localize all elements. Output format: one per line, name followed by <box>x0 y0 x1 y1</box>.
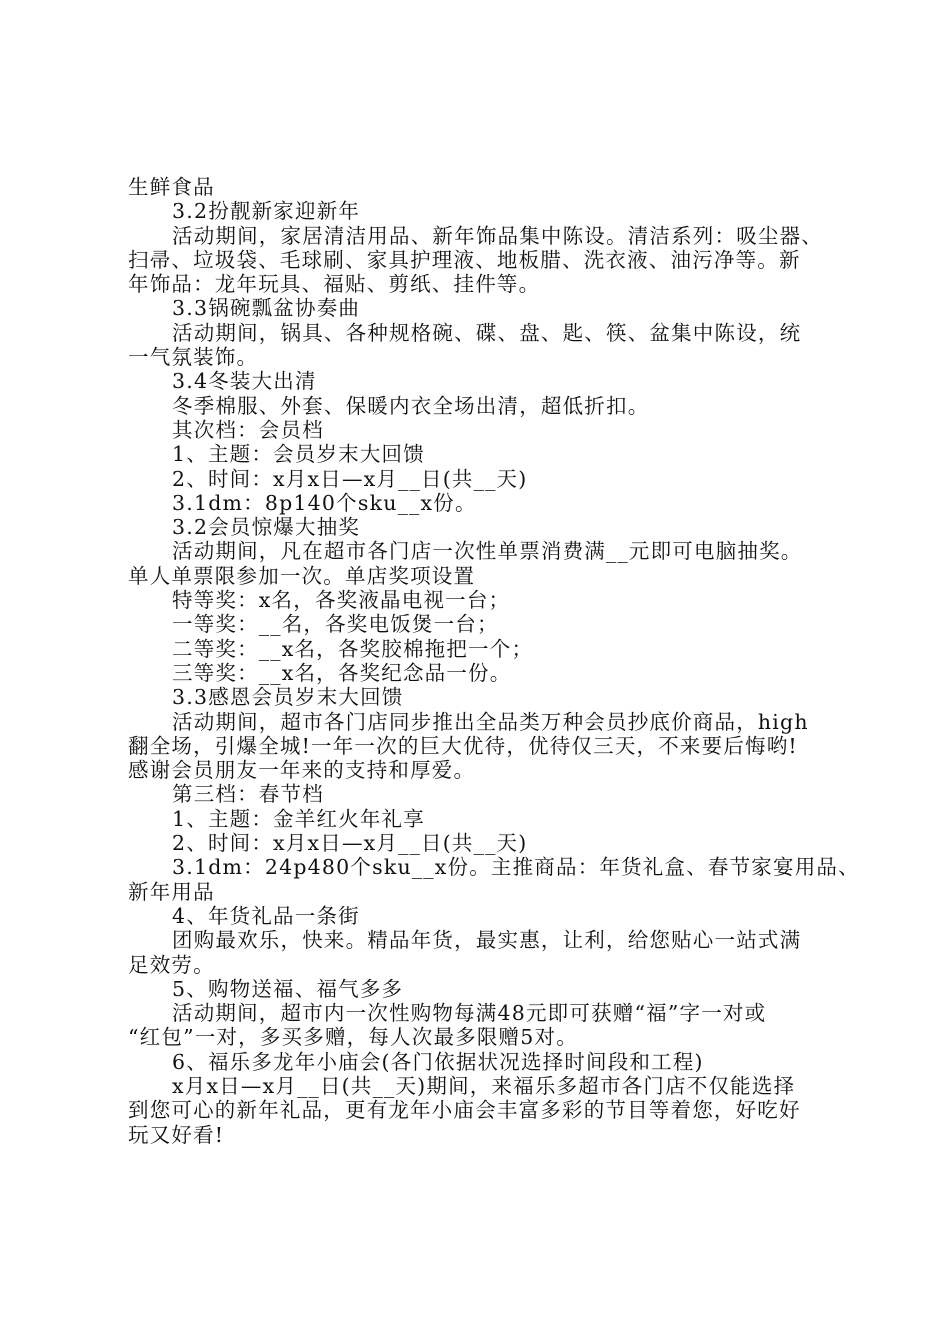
text-line: 活动期间，超市内一次性购物每满48元即可获赠“福”字一对或 <box>172 1001 767 1026</box>
text-line: 到您可心的新年礼品，更有龙年小庙会丰富多彩的节目等着您，好吃好 <box>128 1098 801 1123</box>
text-line: 三等奖：__x名，各奖纪念品一份。 <box>172 660 512 685</box>
text-line: 3.3感恩会员岁末大回馈 <box>172 685 404 710</box>
text-line: 其次档：会员档 <box>172 417 324 442</box>
document-body <box>128 175 860 1147</box>
text-line: 活动期间，凡在超市各门店一次性单票消费满__元即可电脑抽奖。 <box>172 539 803 564</box>
text-line: 第三档：春节档 <box>172 782 324 807</box>
text-line: 扫帚、垃圾袋、毛球刷、家具护理液、地板腊、洗衣液、油污净等。新 <box>128 247 801 272</box>
text-line: “红包”一对，多买多赠，每人次最多限赠5对。 <box>128 1025 578 1050</box>
text-line: 二等奖：__x名，各奖胶棉拖把一个； <box>172 636 534 661</box>
text-line: 足效劳。 <box>128 952 215 977</box>
text-line: 2、时间：x月x日—x月__日(共__天) <box>172 466 528 491</box>
text-line: 6、福乐多龙年小庙会(各门依据状况选择时间段和工程) <box>172 1049 704 1074</box>
text-line: 年饰品：龙年玩具、福贴、剪纸、挂件等。 <box>128 272 541 297</box>
text-line: 1、主题：金羊红火年礼享 <box>172 806 425 831</box>
text-line: 5、购物送福、福气多多 <box>172 976 404 1001</box>
text-line: 3.2会员惊爆大抽奖 <box>172 515 361 540</box>
text-line: 感谢会员朋友一年来的支持和厚爱。 <box>128 758 476 783</box>
text-line: 活动期间，家居清洁用品、新年饰品集中陈设。清洁系列：吸尘器、 <box>172 223 823 248</box>
text-line: 团购最欢乐，快来。精品年货，最实惠，让利，给您贴心一站式满 <box>172 928 802 953</box>
text-line: 活动期间，锅具、各种规格碗、碟、盘、匙、筷、盆集中陈设，统 <box>172 320 802 345</box>
text-line: 3.4冬装大出清 <box>172 369 317 394</box>
text-line: 一等奖：__名，各奖电饭煲一台； <box>172 612 499 637</box>
text-line: 特等奖：x名，各奖液晶电视一台； <box>172 588 511 613</box>
text-line: 玩又好看! <box>128 1122 225 1147</box>
text-line: 3.2扮靓新家迎新年 <box>172 199 361 224</box>
text-line: 冬季棉服、外套、保暖内衣全场出清，超低折扣。 <box>172 393 650 418</box>
text-line: 3.1dm：8p140个sku__x份。 <box>172 490 477 515</box>
text-line: x月x日—x月__日(共__天)期间，来福乐多超市各门店不仅能选择 <box>172 1073 796 1098</box>
text-line: 一气氛装饰。 <box>128 345 259 370</box>
text-line: 生鲜食品 <box>128 175 215 199</box>
text-line: 活动期间，超市各门店同步推出全品类万种会员抄底价商品，high <box>172 709 809 734</box>
text-line: 新年用品 <box>128 879 215 904</box>
text-line: 翻全场，引爆全城!一年一次的巨大优待，优待仅三天，不来要后悔哟! <box>128 733 798 758</box>
text-line: 1、主题：会员岁末大回馈 <box>172 442 425 467</box>
text-line: 3.1dm：24p480个sku__x份。主推商品：年货礼盒、春节家宴用品、 <box>172 855 860 880</box>
text-line: 单人单票限参加一次。单店奖项设置 <box>128 563 476 588</box>
text-line: 3.3锅碗瓢盆协奏曲 <box>172 296 361 321</box>
text-line: 4、年货礼品一条街 <box>172 903 360 928</box>
text-line: 2、时间：x月x日—x月__日(共__天) <box>172 831 528 856</box>
